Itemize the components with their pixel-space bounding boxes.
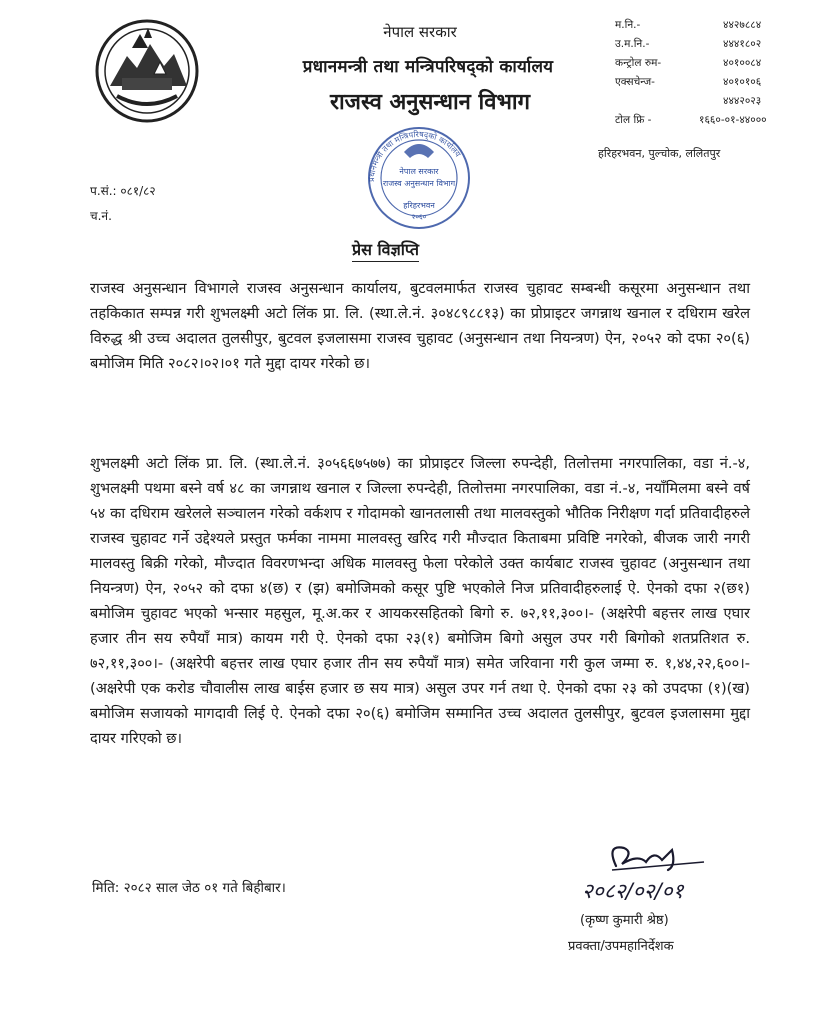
contact-label: एक्सचेन्ज- — [615, 76, 655, 88]
issue-date: मिति: २०८२ साल जेठ ०१ गते बिहीबार। — [92, 880, 286, 896]
department-seal-icon — [352, 112, 486, 236]
signature-date: २०८२/०२/०१ — [582, 879, 684, 903]
svg-text:राजस्व अनुसन्धान विभाग: राजस्व अनुसन्धान विभाग — [382, 179, 456, 188]
signatory-name: (कृष्ण कुमारी श्रेष्ठ) — [580, 913, 669, 928]
contact-number: ४४४१८०२ — [723, 38, 762, 50]
contact-row — [615, 16, 795, 35]
contact-row — [615, 73, 795, 92]
contact-label: उ.म.नि.- — [615, 38, 650, 50]
svg-text:हरिहरभवन: हरिहरभवन — [403, 201, 435, 210]
contact-number: ४४४२०२३ — [723, 95, 762, 107]
contact-number: १६६०-०१-४४००० — [699, 114, 767, 126]
contact-label: म.नि.- — [615, 19, 641, 31]
press-release-heading: प्रेस विज्ञप्ति — [352, 238, 419, 262]
contact-list — [615, 16, 795, 130]
government-name: नेपाल सरकार — [383, 23, 457, 41]
signatory-title: प्रवक्ता/उपमहानिर्देशक — [568, 939, 674, 954]
body-paragraph: राजस्व अनुसन्धान विभागले राजस्व अनुसन्धान कार्यालय, बुटवलमार्फत राजस्व चुहावट सम्बन्धी कसूरमा अनुसन्धान तथा तहकिकात सम्पन्न गरी शुभलक्ष्मी अटो लिंक प्रा. लि. (स्था.ले.नं. ३०४८९८८१३) का प्रोप्राइटर जगन्नाथ खनाल र दधिराम खरेल विरुद्ध श्री उच्च अदालत तुलसीपुर, बुटवल इजलासमा राजस्व चुहावट (अनुसन्धान तथा नियन्त्रण) ऐन, २०५२ को दफा २०(६) बमोजिम मिति २०८२।०२।०१ गते मुद्दा दायर गरेको छ। — [90, 280, 750, 372]
department-name: राजस्व अनुसन्धान विभाग — [329, 90, 531, 115]
contact-row — [615, 111, 795, 130]
svg-text:२०६०: २०६० — [411, 213, 427, 221]
dispatch-number: च.नं. — [90, 209, 112, 223]
svg-text:प्रधानमन्त्री तथा मन्त्रिपरिषद: प्रधानमन्त्री तथा मन्त्रिपरिषद्को कार्यालय — [366, 129, 463, 183]
handwritten-signature — [576, 836, 726, 908]
office-name: प्रधानमन्त्री तथा मन्त्रिपरिषद्को कार्यालय — [302, 57, 554, 77]
contact-row — [615, 92, 795, 111]
contact-row — [615, 35, 795, 54]
letter-number: प.सं.: ०८१/८२ — [90, 184, 156, 198]
contact-row — [615, 54, 795, 73]
contact-number: ४०१००८४ — [723, 57, 762, 69]
contact-number: ४०१०१०६ — [723, 76, 762, 88]
contact-label: कन्ट्रोल रुम- — [615, 57, 662, 69]
contact-number: ४४२७८८४ — [723, 19, 762, 31]
nepal-emblem-icon — [92, 16, 202, 126]
body-paragraph: शुभलक्ष्मी अटो लिंक प्रा. लि. (स्था.ले.नं. ३०५६६७५७७) का प्रोप्राइटर जिल्ला रुपन्देही, तिलोत्तमा नगरपालिका, वडा नं.-४, शुभलक्ष्मी पथमा बस्ने वर्ष ४८ का जगन्नाथ खनाल र जिल्ला रुपन्देही, तिलोत्तमा नगरपालिका, वडा नं.-४, नयाँमिलमा बस्ने वर्ष ५४ का दधिराम खरेलले सञ्चालन गरेको वर्कशप र गोदामको खानतलासी तथा मालवस्तुको भौतिक निरीक्षण गर्दा प्रतिवादीहरुले राजस्व चुहावट गर्ने उद्देश्यले प्रस्तुत फर्मका नाममा मालवस्तु खरिद गरी मौज्दात किताबमा प्रविष्टि नगरेको, बीजक जारी नगरी मालवस्तु बिक्री गरेको, मौज्दात विवरणभन्दा अधिक मालवस्तु फेला परेकोले उक्त कार्यबाट राजस्व चुहावट (अनुसन्धान तथा नियन्त्रण) ऐन, २०५२ को दफा ४(छ) र (झ) बमोजिमको कसूर पुष्टि भएकोले निज प्रतिवादीहरुलाई ऐ. ऐनको दफा २(छ१) बमोजिम चुहावट भएको भन्सार महसुल, मू.अ.कर र आयकरसहितको बिगो रु. ७२,११,३००।- (अक्षरेपी बहत्तर लाख एघार हजार तीन सय रुपैयाँ मात्र) कायम गरी ऐ. ऐनको दफा २३(१) बमोजिम बिगो असुल उपर गरी बिगोको शतप्रतिशत रु. ७२,११,३००।- (अक्षरेपी बहत्तर लाख एघार हजार तीन सय रुपैयाँ मात्र) समेत जरिवाना गरी कुल जम्मा रु. १,४४,२२,६००।- (अक्षरेपी एक करोड चौवालीस लाख बाईस हजार छ सय मात्र) असुल उपर गर्न तथा ऐ. ऐनको दफा २३ को उपदफा (१)(ख) बमोजिम सजायको मागदावी लिई ऐ. ऐनको दफा २०(६) बमोजिम सम्मानित उच्च अदालत तुलसीपुर, बुटवल इजलासमा मुद्दा दायर गरिएको छ। — [90, 455, 750, 747]
office-address: हरिहरभवन, पुल्चोक, ललितपुर — [598, 147, 721, 160]
contact-label: टोल फ्रि - — [615, 114, 652, 126]
svg-text:नेपाल सरकार: नेपाल सरकार — [399, 167, 439, 176]
